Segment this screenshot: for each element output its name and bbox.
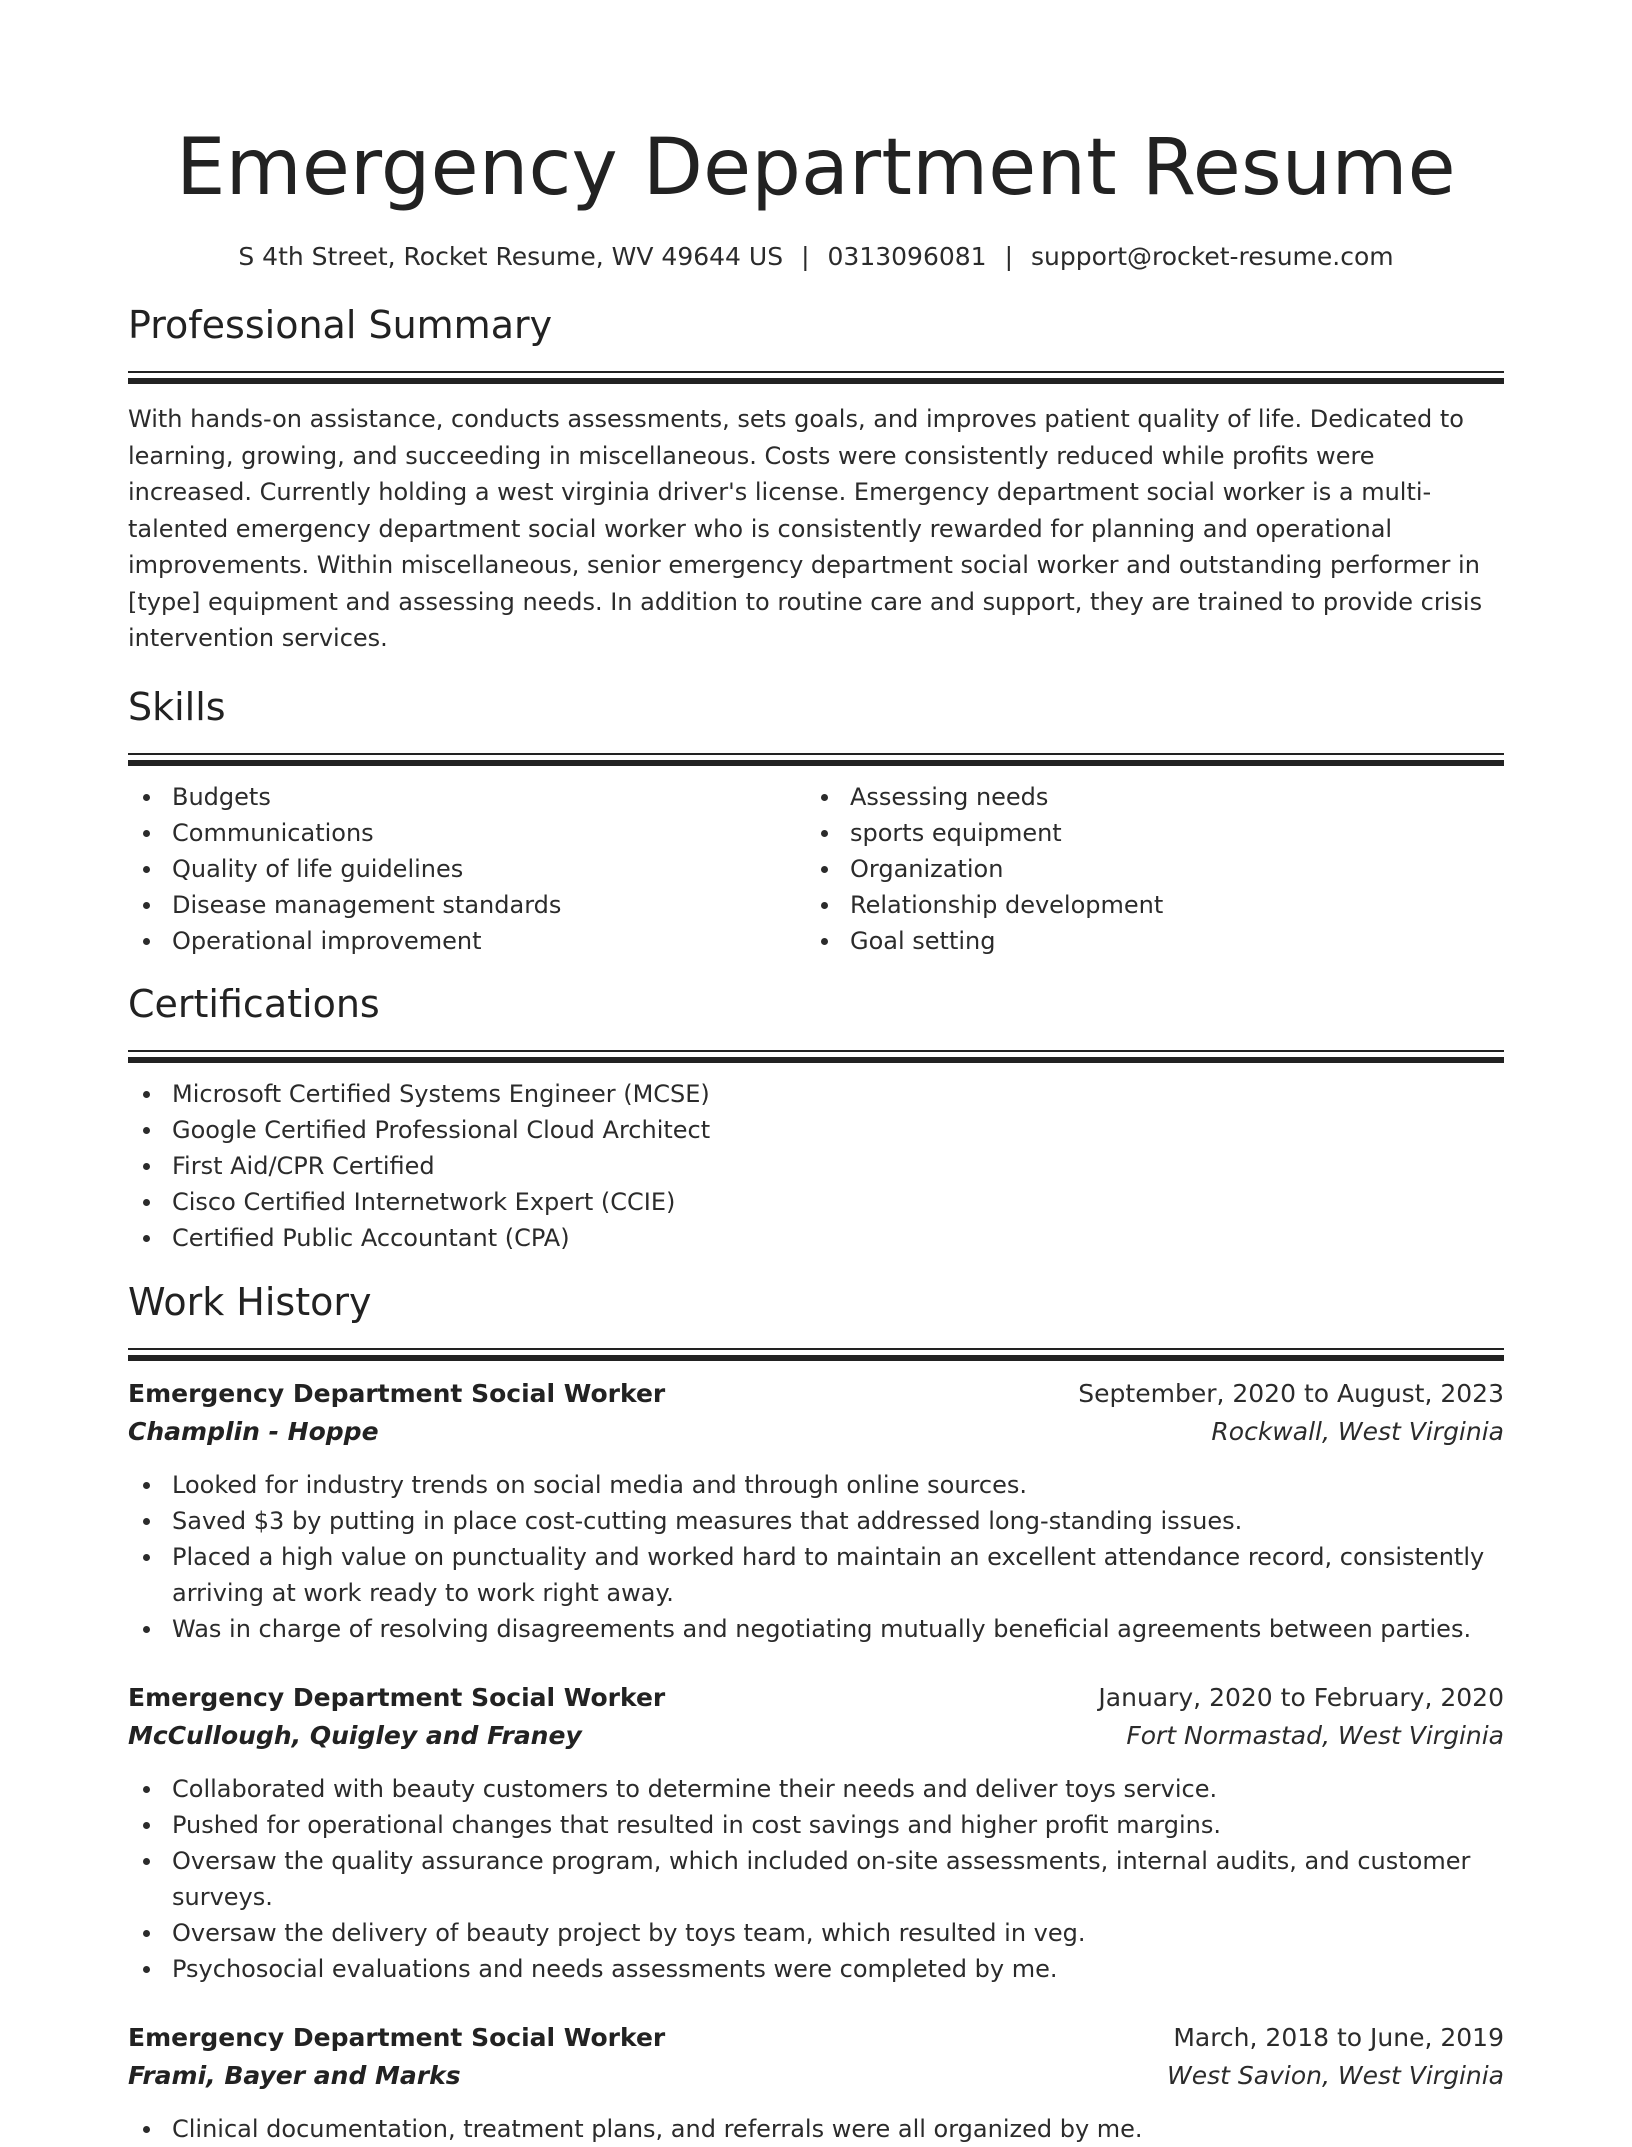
skills-section [128,683,1504,959]
contact-phone: 0313096081 [827,242,987,271]
job-subheader [128,1717,1504,1755]
contact-email: support@rocket-resume.com [1031,242,1394,271]
summary-section [128,301,1504,657]
job-title: Emergency Department Social Worker [128,1378,666,1408]
section-title-certifications: Certifications [128,981,380,1026]
job-bullet: Collaborated with beauty customers to determine their needs and deliver toys service. [128,1771,1504,1807]
job-title: Emergency Department Social Worker [128,1682,666,1712]
job-header [128,2019,1504,2057]
job-location: Fort Normastad, West Virginia [1126,1720,1504,1750]
section-divider [128,1348,1504,1357]
section-divider [128,371,1504,380]
skill-item: Assessing needs [806,779,1484,815]
job-header [128,1679,1504,1717]
skill-item: Disease management standards [128,887,806,923]
job-bullet: Looked for industry trends on social media and through online sources. [128,1467,1504,1503]
skill-item: Relationship development [806,887,1484,923]
job-bullet: Oversaw the delivery of beauty project by toys team, which resulted in veg. [128,1915,1504,1951]
certification-item: Google Certified Professional Cloud Architect [128,1112,1504,1148]
skill-item: Budgets [128,779,806,815]
job-dates: January, 2020 to February, 2020 [1098,1682,1504,1712]
contact-separator: | [1004,242,1014,271]
skills-grid [128,779,1504,959]
job-bullets [128,2111,1504,2147]
section-title-skills: Skills [128,684,226,729]
job-bullet: Placed a high value on punctuality and worked hard to maintain an excellent attendance record, consistently arriving at work ready to work right away. [128,1539,1504,1611]
job-dates: March, 2018 to June, 2019 [1173,2022,1504,2052]
skills-list-left [128,779,806,959]
resume-page [128,0,1504,2147]
skill-item: Goal setting [806,923,1484,959]
job-header [128,1375,1504,1413]
job-title: Emergency Department Social Worker [128,2022,666,2052]
contact-separator: | [801,242,810,271]
job-bullet: Saved $3 by putting in place cost-cutting measures that addressed long-standing issues. [128,1503,1504,1539]
job-bullets [128,1771,1504,1987]
certification-item: First Aid/CPR Certified [128,1148,1504,1184]
certification-item: Microsoft Certified Systems Engineer (MCSE) [128,1076,1504,1112]
skill-item: Quality of life guidelines [128,851,806,887]
skill-item: Operational improvement [128,923,806,959]
job-bullet: Pushed for operational changes that resulted in cost savings and higher profit margins. [128,1807,1504,1843]
job-subheader [128,2057,1504,2095]
contact-address: S 4th Street, Rocket Resume, WV 49644 US [238,242,784,271]
summary-text: With hands-on assistance, conducts assessments, sets goals, and improves patient quality of life. Dedicated to learning, growing, and succeeding in miscellaneous. Costs were consistently reduced while profits were increased. Currently holding a west virginia driver's license. Emergency department social worker is a multi-talented emergency department social worker who is consistently rewarded for planning and operational improvements. Within miscellaneous, senior emergency department social worker and outstanding performer in [type] equipment and assessing needs. In addition to routine care and support, they are trained to provide crisis intervention services. [128,405,1483,652]
certifications-list [128,1076,1504,1256]
job-bullets [128,1467,1504,1647]
job-bullet: Clinical documentation, treatment plans, and referrals were all organized by me. [128,2111,1504,2147]
job-location: Rockwall, West Virginia [1211,1416,1504,1446]
skill-item: sports equipment [806,815,1484,851]
job-entry [128,2019,1504,2147]
job-entry [128,1375,1504,1647]
section-divider [128,1050,1504,1059]
resume-name: Emergency Department Resume [176,123,1456,213]
section-divider [128,753,1504,762]
job-bullet: Was in charge of resolving disagreements and negotiating mutually beneficial agreements between parties. [128,1611,1504,1647]
skills-list-right [806,779,1484,959]
job-subheader [128,1413,1504,1451]
job-bullet: Oversaw the quality assurance program, which included on-site assessments, internal audits, and customer surveys. [128,1843,1504,1915]
certification-item: Certified Public Accountant (CPA) [128,1220,1504,1256]
section-title-work-history: Work History [128,1279,372,1324]
certifications-section [128,980,1504,1256]
contact-line [128,240,1504,274]
skill-item: Communications [128,815,806,851]
job-location: West Savion, West Virginia [1167,2060,1504,2090]
section-title-summary: Professional Summary [128,303,553,347]
certification-item: Cisco Certified Internetwork Expert (CCIE) [128,1184,1504,1220]
job-company: Frami, Bayer and Marks [128,2060,461,2090]
skill-item: Organization [806,851,1484,887]
job-entry [128,1679,1504,1987]
job-bullet: Psychosocial evaluations and needs assessments were completed by me. [128,1951,1504,1987]
job-company: McCullough, Quigley and Franey [128,1720,582,1750]
job-dates: September, 2020 to August, 2023 [1078,1378,1504,1408]
job-company: Champlin - Hoppe [128,1416,379,1446]
work-history-section [128,1278,1504,2147]
